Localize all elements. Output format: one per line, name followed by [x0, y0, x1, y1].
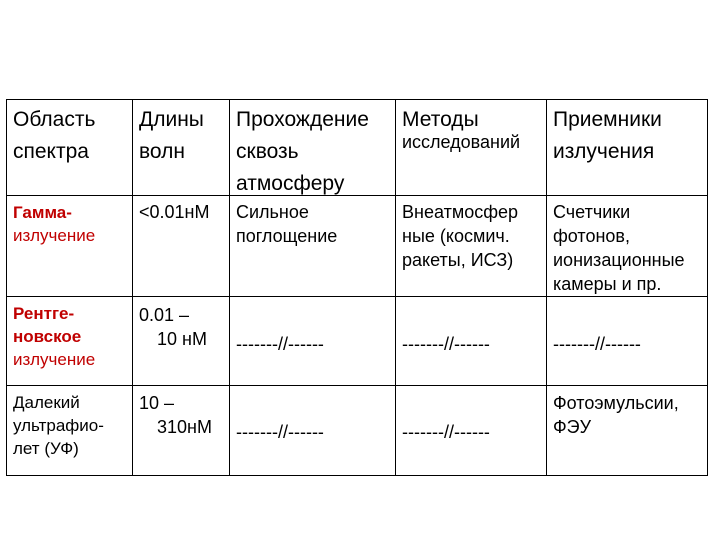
column-divider — [395, 100, 396, 475]
header-spectrum-region: Область спектра — [13, 108, 96, 163]
row-gamma-region: Гамма- излучение — [13, 203, 96, 245]
header-atmosphere-passage: Прохождение сквозь атмосферу — [236, 108, 369, 195]
row-xray-receivers: -------//------ — [553, 334, 641, 354]
row-xray-passage: -------//------ — [236, 334, 324, 354]
row-divider — [7, 296, 707, 297]
row-divider — [7, 385, 707, 386]
column-divider — [229, 100, 230, 475]
row-uv-receivers: Фотоэмульсии, ФЭУ — [553, 393, 679, 437]
header-methods: Методы исследований — [402, 108, 521, 152]
header-receivers: Приемники излучения — [553, 108, 662, 163]
row-xray-wavelength: 0.01 – 10 нМ — [139, 305, 207, 349]
column-divider — [132, 100, 133, 475]
row-uv-passage: -------//------ — [236, 422, 324, 442]
row-xray-region: Рентге- новское излучение — [13, 304, 96, 369]
spectrum-table — [6, 99, 708, 476]
header-wavelength: Длины волн — [139, 108, 204, 163]
row-gamma-passage: Сильное поглощение — [236, 202, 338, 246]
row-gamma-methods: Внеатмосфер ные (космич. ракеты, ИСЗ) — [402, 202, 519, 270]
row-uv-methods: -------//------ — [402, 422, 490, 442]
column-divider — [546, 100, 547, 475]
row-gamma-wavelength: <0.01нМ — [139, 202, 210, 222]
row-gamma-receivers: Счетчики фотонов, ионизационные камеры и пр. — [553, 202, 685, 294]
row-xray-methods: -------//------ — [402, 334, 490, 354]
row-uv-region: Далекий ультрафио- лет (УФ) — [13, 393, 104, 458]
row-uv-wavelength: 10 – 310нМ — [139, 393, 212, 437]
